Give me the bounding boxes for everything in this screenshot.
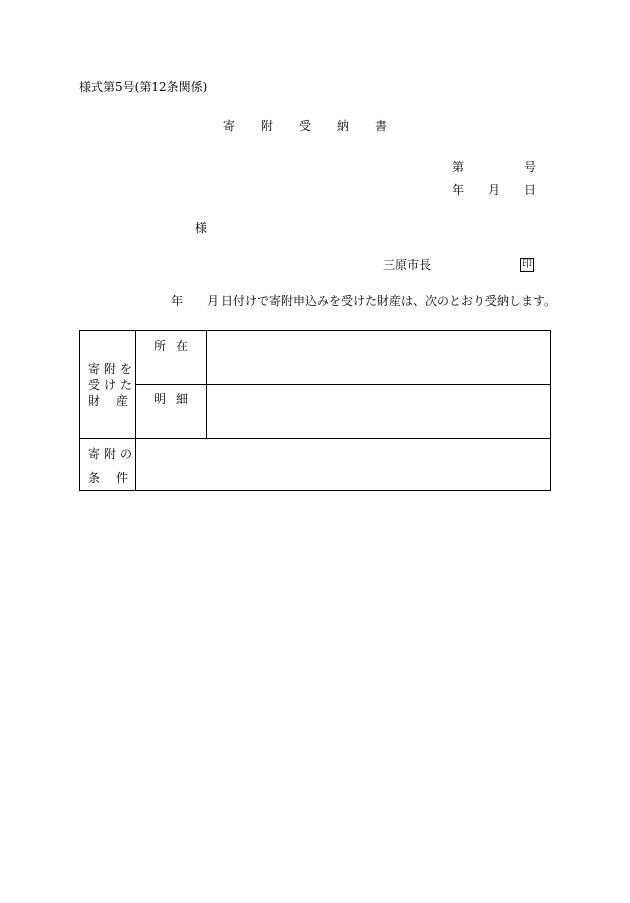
- property-label-line2: 受けた: [88, 378, 137, 392]
- property-label-line3: 財産: [88, 394, 145, 408]
- issuer-name: 三原市長: [383, 258, 432, 272]
- table-divider-row1: [135, 384, 550, 385]
- document-title: 寄附受納書: [222, 119, 413, 133]
- document-number-label: 第: [452, 160, 465, 174]
- seal-stamp: 印: [522, 259, 532, 270]
- body-month-label: 月: [206, 294, 219, 308]
- body-text: [79, 295, 556, 307]
- date-day-label: 日: [524, 183, 537, 197]
- table-divider-row2: [80, 438, 550, 439]
- date-month-label: 月: [488, 183, 501, 197]
- conditions-label-line2: 条件: [88, 471, 145, 485]
- form-number: 様式第5号(第12条関係): [79, 80, 208, 94]
- conditions-label-line1: 寄附の: [88, 447, 137, 461]
- body-year-label: 年: [170, 294, 183, 308]
- property-label-line1: 寄附を: [88, 362, 137, 376]
- donation-table: [79, 330, 551, 491]
- body-sentence: 日付けで寄附申込みを受けた財産は、次のとおり受納します。: [221, 294, 557, 308]
- addressee-honorific: 様: [195, 221, 208, 235]
- location-label: 所在: [154, 339, 199, 353]
- details-label: 明細: [154, 392, 199, 406]
- table-divider-col1: [135, 331, 136, 490]
- date-year-label: 年: [452, 183, 465, 197]
- document-number-suffix: 号: [524, 160, 537, 174]
